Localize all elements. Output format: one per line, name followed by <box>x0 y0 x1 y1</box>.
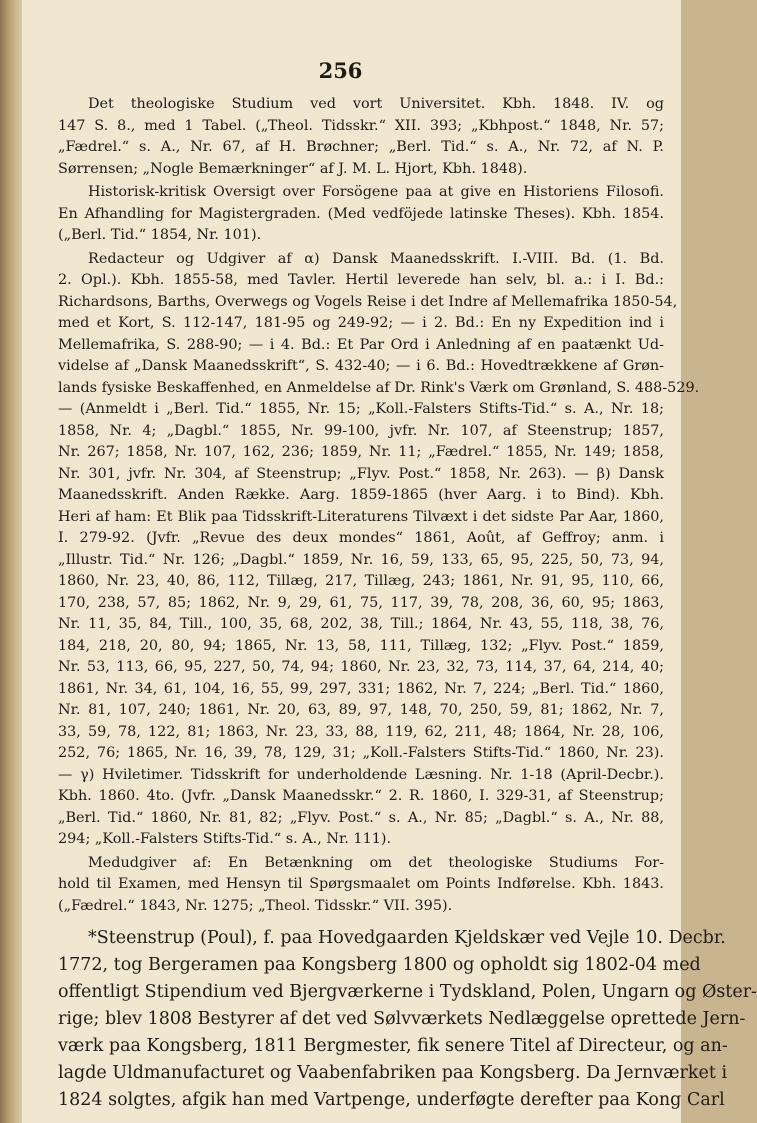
text-line: Nr. 267; 1858, Nr. 107, 162, 236; 1859, Nr. 11; „Fædrel.“ 1855, Nr. 149; 1858, <box>58 444 664 460</box>
text-line: — γ) Hviletimer. Tidsskrift for underholdende Læsning. Nr. 1-18 (April-Decbr.). <box>58 766 664 783</box>
text-line: Historisk-kritisk Oversigt over Forsögene paa at give en Historiens Filosofi. <box>88 184 664 200</box>
text-line: 1772, tog Bergeramen paa Kongsberg 1800 og opholdt sig 1802-04 med <box>58 955 701 975</box>
text-line: Heri af ham: Et Blik paa Tidsskrift-Literaturens Tilvæxt i det sidste Par Aar, 1860, <box>58 508 664 525</box>
text-line: Richardsons, Barths, Overwegs og Vogels Reise i det Indre af Mellemafrika 1850-54, <box>58 293 678 310</box>
text-line: — (Anmeldt i „Berl. Tid.“ 1855, Nr. 15; „Koll.-Falsters Stifts-Tid.“ s. A., Nr. 18; <box>58 401 664 417</box>
page-number: 256 <box>318 58 363 83</box>
biography-entry-steenstrup <box>58 925 757 1114</box>
text-line: Nr. 81, 107, 240; 1861, Nr. 20, 63, 89, 97, 148, 70, 250, 59, 81; 1862, Nr. 7, <box>58 702 664 718</box>
text-line: 294; „Koll.-Falsters Stifts-Tid.“ s. A., Nr. 111). <box>58 831 392 847</box>
text-line: Det theologiske Studium ved vort Universitet. Kbh. 1848. IV. og <box>88 96 664 112</box>
text-line: Medudgiver af: En Betænkning om det theologiske Studiums For- <box>88 854 664 871</box>
text-line: („Fædrel.“ 1843, Nr. 1275; „Theol. Tidsskr.“ VII. 395). <box>58 897 453 914</box>
text-line: 2. Opl.). Kbh. 1855-58, med Tavler. Hertil leverede han selv, bl. a.: i I. Bd.: <box>58 272 664 288</box>
paragraph <box>58 182 664 247</box>
text-line: med et Kort, S. 112-147, 181-95 og 249-92; — i 2. Bd.: En ny Expedition ind i <box>58 315 664 331</box>
page-text <box>58 94 757 1114</box>
text-line: 1861, Nr. 34, 61, 104, 16, 55, 99, 297, 331; 1862, Nr. 7, 224; „Berl. Tid.“ 1860, <box>58 680 664 697</box>
text-line: hold til Examen, med Hensyn til Spørgsmaalet om Points Indførelse. Kbh. 1843. <box>58 876 664 892</box>
text-line: Sørrensen; „Nogle Bemærkninger“ af J. M. L. Hjort, Kbh. 1848). <box>58 160 528 177</box>
text-line: „Berl. Tid.“ 1860, Nr. 81, 82; „Flyv. Post.“ s. A., Nr. 85; „Dagbl.“ s. A., Nr. 88, <box>58 809 664 826</box>
text-line: I. 279-92. (Jvfr. „Revue des deux mondes“ 1861, Août, af Geffroy; anm. i <box>58 530 664 546</box>
text-line: 147 S. 8., med 1 Tabel. („Theol. Tidsskr.“ XII. 393; „Kbhpost.“ 1848, Nr. 57; <box>58 117 664 134</box>
text-line: Nr. 11, 35, 84, Till., 100, 35, 68, 202, 38, Till.; 1864, Nr. 43, 55, 118, 38, 76, <box>58 616 664 632</box>
text-line: Mellemafrika, S. 288-90; — i 4. Bd.: Et Par Ord i Anledning af en paatænkt Ud- <box>58 336 664 353</box>
text-line: 1860, Nr. 23, 40, 86, 112, Tillæg, 217, Tillæg, 243; 1861, Nr. 91, 95, 110, 66, <box>58 573 664 589</box>
text-line: Maanedsskrift. Anden Række. Aarg. 1859-1865 (hver Aarg. i to Bind). Kbh. <box>58 487 664 503</box>
text-line: lagde Uldmanufacturet og Vaabenfabriken paa Kongsberg. Da Jernværket i <box>58 1063 728 1083</box>
text-line: Redacteur og Udgiver af α) Dansk Maanedsskrift. I.-VIII. Bd. (1. Bd. <box>88 250 664 267</box>
paragraph <box>58 249 700 851</box>
text-line: *Steenstrup (Poul), f. paa Hovedgaarden Kjeldskær ved Vejle 10. Decbr. <box>88 928 726 948</box>
text-line: 1824 solgtes, afgik han med Vartpenge, underføgte derefter paa Kong Carl <box>58 1090 725 1110</box>
text-line: offentligt Stipendium ved Bjergværkerne i Tydskland, Polen, Ungarn og Øster- <box>58 982 757 1002</box>
text-line: „Illustr. Tid.“ Nr. 126; „Dagbl.“ 1859, Nr. 16, 59, 133, 65, 95, 225, 50, 73, 94, <box>58 551 664 568</box>
book-binding-shadow <box>0 0 22 1123</box>
text-line: 1858, Nr. 4; „Dagbl.“ 1855, Nr. 99-100, jvfr. Nr. 107, af Steenstrup; 1857, <box>58 422 664 439</box>
text-line: Kbh. 1860. 4to. (Jvfr. „Dansk Maanedsskr.“ 2. R. 1860, I. 329-31, af Steenstrup; <box>58 788 664 804</box>
text-line: Nr. 53, 113, 66, 95, 227, 50, 74, 94; 1860, Nr. 23, 32, 73, 114, 37, 64, 214, 40; <box>58 659 664 675</box>
paragraph <box>58 94 664 180</box>
text-line: værk paa Kongsberg, 1811 Bergmester, fik senere Titel af Directeur, og an- <box>58 1036 728 1056</box>
text-line: En Afhandling for Magistergraden. (Med vedföjede latinske Theses). Kbh. 1854. <box>58 205 664 222</box>
text-line: „Fædrel.“ s. A., Nr. 67, af H. Brøchner; „Berl. Tid.“ s. A., Nr. 72, af N. P. <box>58 139 664 155</box>
text-line: videlse af „Dansk Maanedsskrift“, S. 432-40; — i 6. Bd.: Hovedtrækkene af Grøn- <box>58 358 664 374</box>
text-line: 184, 218, 20, 80, 94; 1865, Nr. 13, 58, 111, Tillæg, 132; „Flyv. Post.“ 1859, <box>58 637 664 654</box>
bibliography-entries <box>58 94 700 917</box>
text-line: 252, 76; 1865, Nr. 16, 39, 78, 129, 31; „Koll.-Falsters Stifts-Tid.“ 1860, Nr. 23). <box>58 745 664 761</box>
text-line: rige; blev 1808 Bestyrer af det ved Sølvværkets Nedlæggelse oprettede Jern- <box>58 1009 746 1029</box>
paragraph <box>58 853 664 918</box>
text-line: („Berl. Tid.“ 1854, Nr. 101). <box>58 227 262 243</box>
text-line: 33, 59, 78, 122, 81; 1863, Nr. 23, 33, 88, 119, 62, 211, 48; 1864, Nr. 28, 106, <box>58 723 664 740</box>
text-line: Nr. 301, jvfr. Nr. 304, af Steenstrup; „Flyv. Post.“ 1858, Nr. 263). — β) Dansk <box>58 465 664 482</box>
text-line: lands fysiske Beskaffenhed, en Anmeldelse af Dr. Rink's Værk om Grønland, S. 488-529. <box>58 379 700 396</box>
text-line: 170, 238, 57, 85; 1862, Nr. 9, 29, 61, 75, 117, 39, 78, 208, 36, 60, 95; 1863, <box>58 594 664 611</box>
